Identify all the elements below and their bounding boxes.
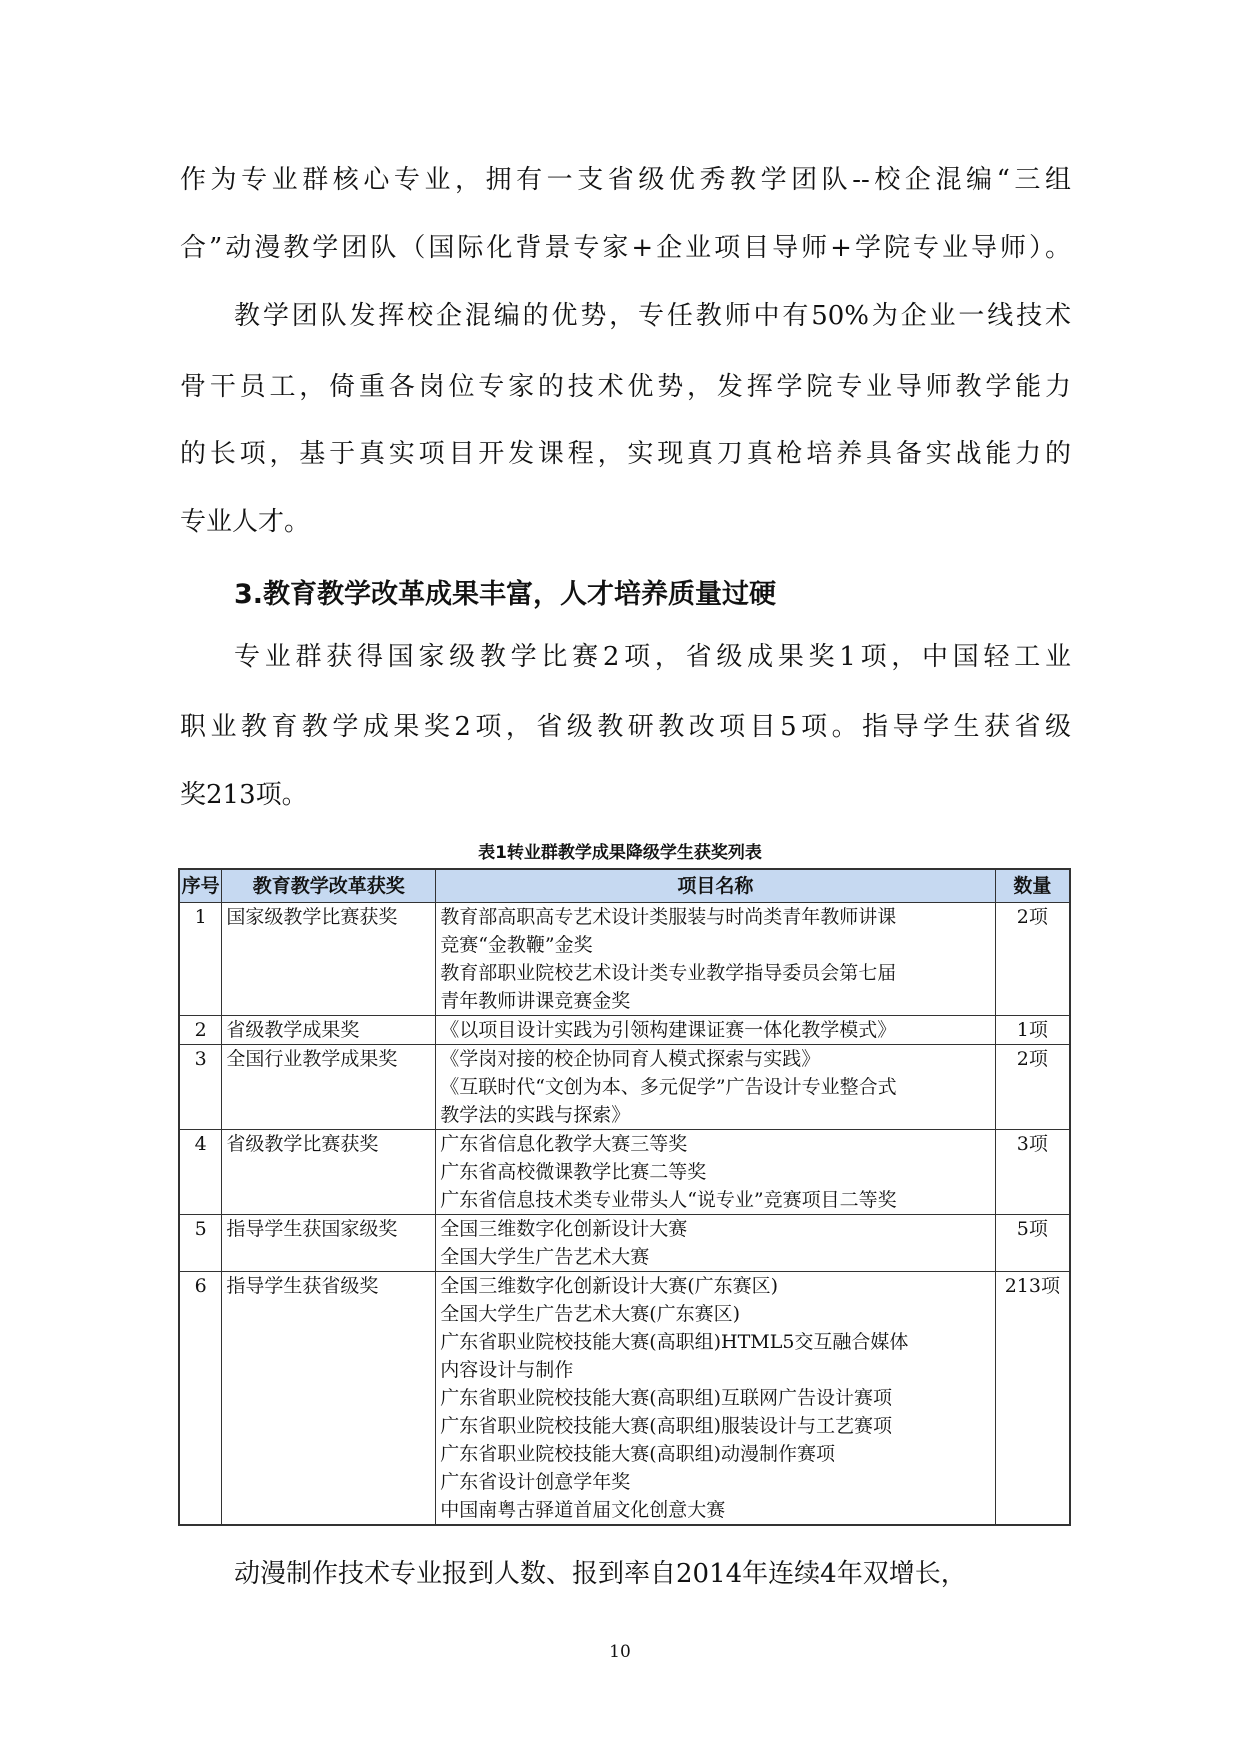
project-name: 教育部高职高专艺术设计类服装与时尚类青年教师讲课	[440, 906, 897, 928]
header-award: 教育教学改革获奖	[222, 869, 436, 903]
table-row	[179, 1272, 1070, 1526]
row-number: 1	[179, 903, 222, 1016]
award-category: 全国行业教学成果奖	[222, 1045, 436, 1130]
row-number: 6	[179, 1272, 222, 1526]
award-category: 省级教学比赛获奖	[222, 1130, 436, 1215]
table-header-row	[179, 869, 1070, 903]
table-row	[179, 1130, 1070, 1215]
project-name: 全国大学生广告艺术大赛	[440, 1246, 650, 1268]
award-category: 省级教学成果奖	[222, 1016, 436, 1045]
header-count: 数量	[995, 869, 1070, 903]
project-name: 广东省职业院校技能大赛(高职组)HTML5交互融合媒体	[440, 1331, 909, 1353]
project-names	[436, 1016, 995, 1045]
project-name: 广东省职业院校技能大赛(高职组)动漫制作赛项	[440, 1443, 836, 1465]
text-line: 的长项，基于真实项目开发课程，实现真刀真枪培养具备实战能力的	[180, 439, 1071, 469]
project-name: 广东省职业院校技能大赛(高职组)服装设计与工艺赛项	[440, 1415, 893, 1437]
project-name: 竞赛“金教鞭”金奖	[440, 934, 593, 956]
project-names	[436, 1130, 995, 1215]
header-project: 项目名称	[436, 869, 995, 903]
table-row	[179, 903, 1070, 1016]
project-name: 《以项目设计实践为引领构建课证赛一体化教学模式》	[440, 1019, 897, 1041]
project-names	[436, 1272, 995, 1526]
award-category: 国家级教学比赛获奖	[222, 903, 436, 1016]
table-row	[179, 1016, 1070, 1045]
award-count: 2项	[995, 1045, 1070, 1130]
award-count: 3项	[995, 1130, 1070, 1215]
project-name: 广东省职业院校技能大赛(高职组)互联网广告设计赛项	[440, 1387, 893, 1409]
project-name: 教育部职业院校艺术设计类专业教学指导委员会第七届	[440, 962, 897, 984]
table-row	[179, 1215, 1070, 1272]
award-count: 5项	[995, 1215, 1070, 1272]
table-caption: 表1转业群教学成果降级学生获奖列表	[478, 843, 762, 863]
project-name: 青年教师讲课竞赛金奖	[440, 990, 631, 1012]
row-number: 5	[179, 1215, 222, 1272]
text-line: 专业人才。	[180, 507, 311, 537]
text-line: 合”动漫教学团队（国际化背景专家+企业项目导师+学院专业导师）。	[180, 233, 1071, 263]
project-name: 广东省信息化教学大赛三等奖	[440, 1133, 688, 1155]
award-category: 指导学生获国家级奖	[222, 1215, 436, 1272]
award-category: 指导学生获省级奖	[222, 1272, 436, 1526]
row-number: 2	[179, 1016, 222, 1045]
row-number: 3	[179, 1045, 222, 1130]
text-line: 教学团队发挥校企混编的优势，专任教师中有50%为企业一线技术	[234, 301, 1071, 331]
project-name: 全国三维数字化创新设计大赛(广东赛区)	[440, 1275, 779, 1297]
project-name: 广东省信息技术类专业带头人“说专业”竞赛项目二等奖	[440, 1189, 897, 1211]
project-name: 《互联时代“文创为本、多元促学”广告设计专业整合式	[440, 1076, 897, 1098]
page-number: 10	[609, 1642, 631, 1662]
section-heading: 3.教育教学改革成果丰富，人才培养质量过硬	[234, 579, 777, 610]
text-line: 职业教育教学成果奖2项，省级教研教改项目5项。指导学生获省级	[180, 712, 1071, 742]
project-name: 中国南粤古驿道首届文化创意大赛	[440, 1499, 726, 1521]
awards-table	[178, 868, 1071, 1526]
header-no: 序号	[179, 869, 222, 903]
project-name: 《学岗对接的校企协同育人模式探索与实践》	[440, 1048, 821, 1070]
project-name: 全国大学生广告艺术大赛(广东赛区)	[440, 1303, 741, 1325]
project-names	[436, 1045, 995, 1130]
text-line: 专业群获得国家级教学比赛2项，省级成果奖1项，中国轻工业	[234, 642, 1071, 672]
project-names	[436, 1215, 995, 1272]
project-name: 全国三维数字化创新设计大赛	[440, 1218, 688, 1240]
row-number: 4	[179, 1130, 222, 1215]
text-line: 奖213项。	[180, 780, 308, 810]
text-line: 作为专业群核心专业，拥有一支省级优秀教学团队--校企混编“三组	[180, 165, 1071, 195]
project-name: 广东省高校微课教学比赛二等奖	[440, 1161, 707, 1183]
text-line: 骨干员工，倚重各岗位专家的技术优势，发挥学院专业导师教学能力	[180, 372, 1071, 402]
project-name: 内容设计与制作	[440, 1359, 574, 1381]
award-count: 213项	[995, 1272, 1070, 1526]
award-count: 1项	[995, 1016, 1070, 1045]
project-name: 教学法的实践与探索》	[440, 1104, 631, 1126]
award-count: 2项	[995, 903, 1070, 1016]
table-row	[179, 1045, 1070, 1130]
project-names	[436, 903, 995, 1016]
project-name: 广东省设计创意学年奖	[440, 1471, 631, 1493]
text-line: 动漫制作技术专业报到人数、报到率自2014年连续4年双增长，	[234, 1559, 967, 1589]
